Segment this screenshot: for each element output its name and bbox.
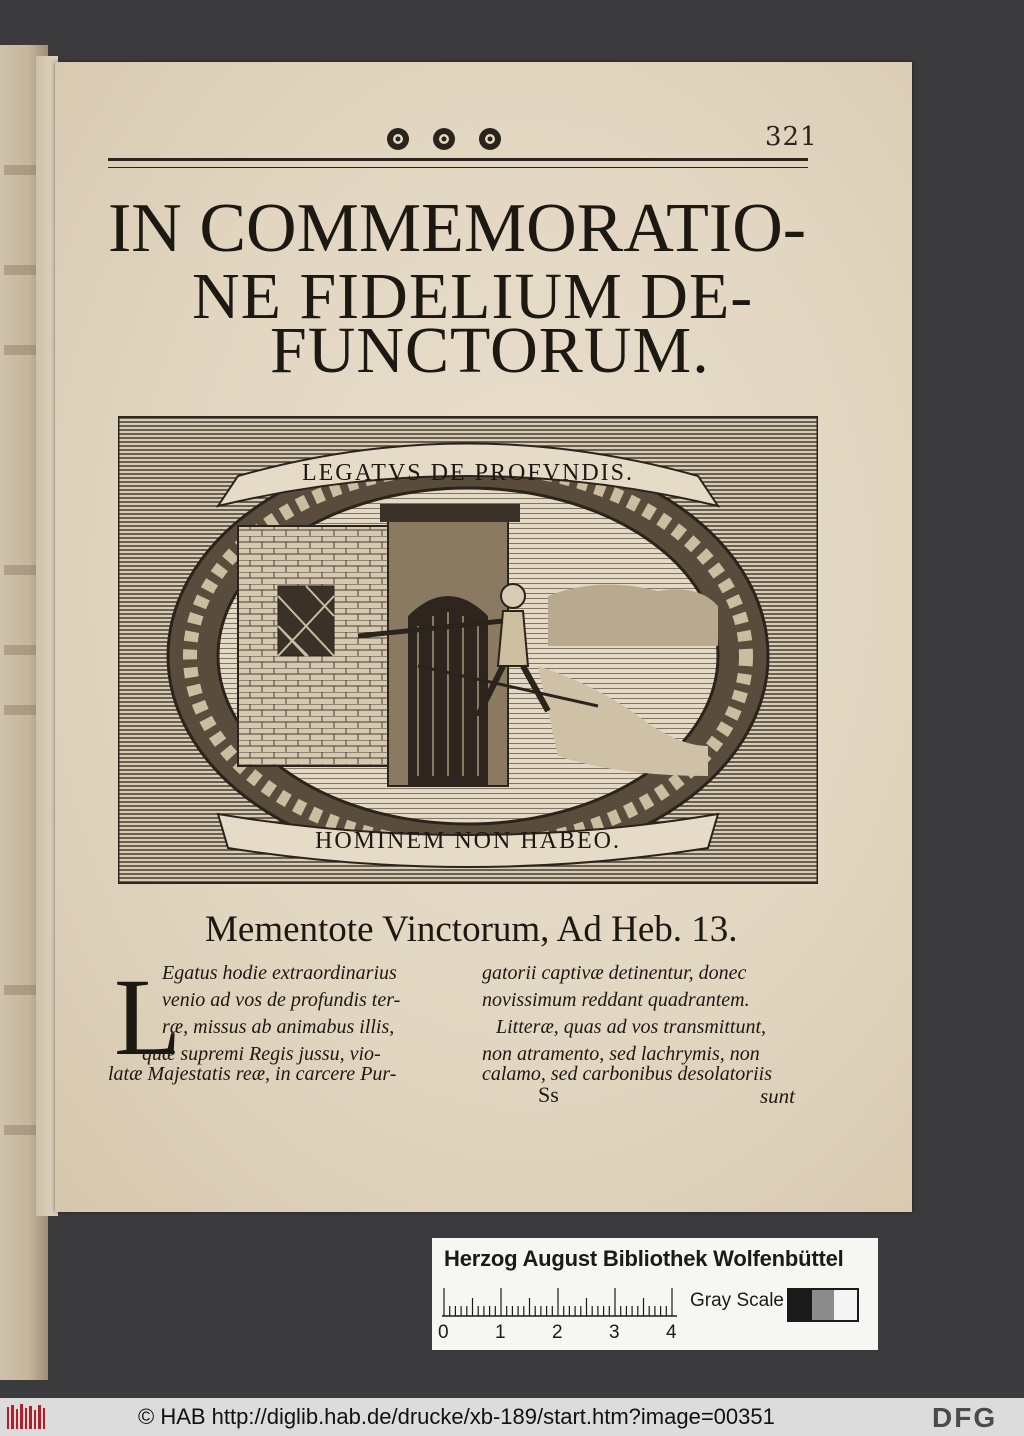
rosette-ornament-icon [431, 126, 457, 152]
color-scale-card [432, 1238, 878, 1350]
gray-scale-patches [787, 1288, 859, 1322]
title-line-3: FUNCTORUM. [270, 314, 710, 387]
left-column-line: Egatus hodie extraordinarius [162, 962, 397, 984]
right-column-line: novissimum reddant quadrantem. [482, 989, 750, 1011]
left-column-line: venio ad vos de profundis ter- [162, 989, 401, 1011]
banner-top-text: LEGATVS DE PROFVNDIS. [301, 460, 635, 486]
left-column-line: latæ Majestatis reæ, in carcere Pur- [108, 1063, 397, 1085]
ruler-number: 4 [666, 1322, 677, 1343]
mountains [548, 585, 718, 646]
gray-patch-dark [789, 1290, 812, 1320]
rosette-ornament-icon [477, 126, 503, 152]
barred-window [278, 586, 334, 656]
ruler-number: 2 [552, 1322, 563, 1343]
title-line-1: IN COMMEMORATIO- [108, 190, 807, 267]
right-column-line: gatorii captivæ detinentur, donec [482, 962, 747, 984]
copyright-url: © HAB http://diglib.hab.de/drucke/xb-189/start.htm?image=00351 [138, 1404, 775, 1429]
right-column-line: calamo, sed carbonibus desolatoriis [482, 1063, 772, 1085]
header-ornaments [385, 126, 525, 154]
right-column-line: Litteræ, quas ad vos transmittunt, [496, 1016, 767, 1038]
right-column-line: non atramento, sed lachrymis, non [482, 1043, 760, 1065]
dfg-logo: DFG [932, 1402, 998, 1433]
gray-patch-light [834, 1290, 857, 1320]
banner-bottom-text: HOMINEM NON HABEO. [315, 828, 621, 854]
drop-cap: L [114, 956, 182, 1078]
ruler-number: 0 [438, 1322, 449, 1343]
signature-mark: Ss [538, 1082, 559, 1107]
header-rule [108, 158, 808, 168]
ruler-number: 1 [495, 1322, 506, 1343]
library-name: Herzog August Bibliothek Wolfenbüttel [444, 1246, 844, 1271]
rosette-ornament-icon [385, 126, 411, 152]
ruler-scale-icon [442, 1286, 677, 1318]
hab-barcode-logo-icon [6, 1403, 48, 1431]
catchword: sunt [760, 1084, 796, 1108]
title-line-2: NE FIDELIUM DE- [192, 260, 754, 333]
gray-scale-label: Gray Scale [690, 1290, 784, 1311]
footer-bar [0, 1398, 1024, 1436]
page-number: 321 [765, 122, 818, 152]
motto-line: Mementote Vinctorum, Ad Heb. 13. [205, 909, 738, 950]
left-column-line: ræ, missus ab animabus illis, [162, 1016, 395, 1038]
ruler-number: 3 [609, 1322, 620, 1343]
messenger-head [501, 584, 525, 608]
engraving-illustration [118, 416, 818, 884]
gray-patch-mid [812, 1290, 835, 1320]
left-column-line: quæ supremi Regis jussu, vio- [142, 1043, 381, 1065]
